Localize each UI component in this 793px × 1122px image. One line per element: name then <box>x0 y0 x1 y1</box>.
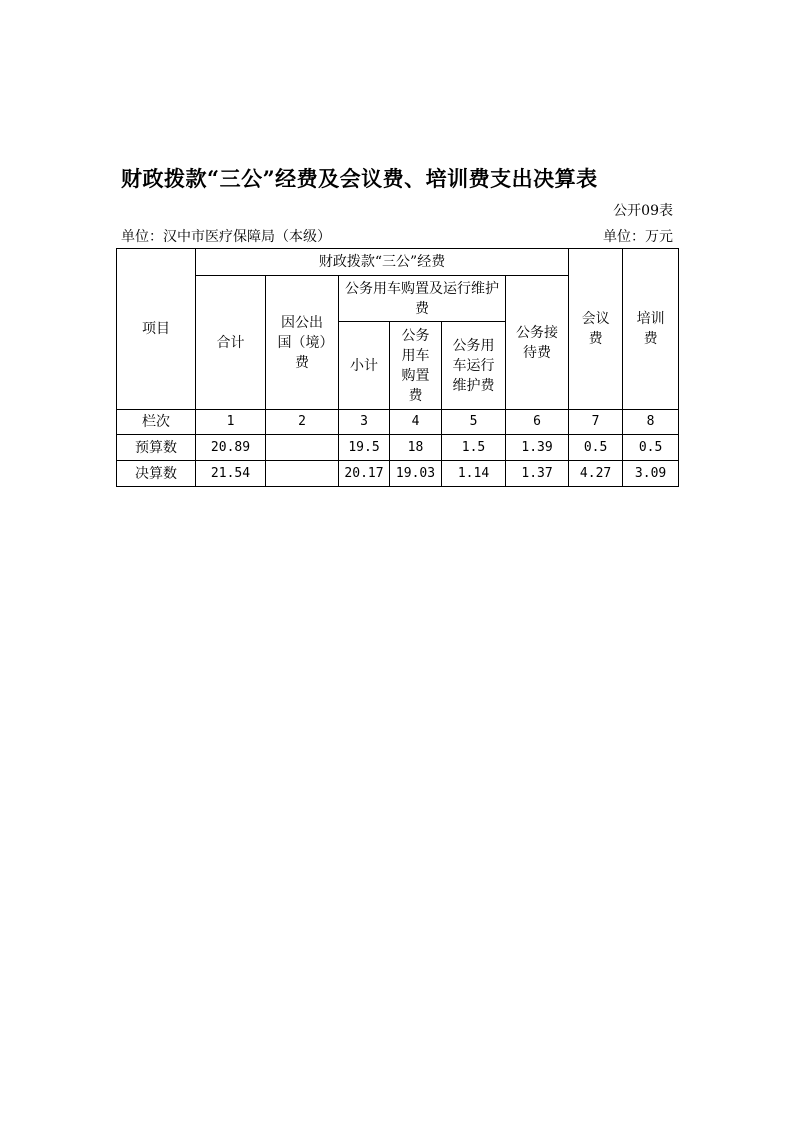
header-training <box>623 249 679 410</box>
table-cell: 7 <box>569 410 623 435</box>
header-abroad-text: 因公出国（境）费 <box>277 314 327 371</box>
header-vehicle-purchase-text: 公务用车购置费 <box>401 327 430 404</box>
header-three-public: 财政拨款“三公”经费 <box>196 249 569 276</box>
header-item: 项目 <box>117 249 196 410</box>
expenditure-table <box>116 248 679 487</box>
table-cell: 8 <box>623 410 679 435</box>
table-cell: 19.03 <box>390 461 442 487</box>
table-cell: 0.5 <box>623 435 679 461</box>
table-cell: 1.39 <box>506 435 569 461</box>
table-cell: 18 <box>390 435 442 461</box>
table-cell: 1.14 <box>442 461 506 487</box>
table-cell: 4 <box>390 410 442 435</box>
table-cell <box>266 461 339 487</box>
header-vehicle-operation <box>442 322 506 410</box>
table-row <box>117 435 679 461</box>
header-subtotal: 小计 <box>339 322 390 410</box>
header-training-text: 培训费 <box>636 311 665 347</box>
unit-organization: 单位：汉中市医疗保障局（本级） <box>121 229 331 245</box>
table-cell: 6 <box>506 410 569 435</box>
header-vehicle-group: 公务用车购置及运行维护费 <box>339 276 506 322</box>
table-cell: 2 <box>266 410 339 435</box>
table-cell <box>266 435 339 461</box>
form-code: 公开09表 <box>613 203 673 219</box>
header-abroad <box>266 276 339 410</box>
header-vehicle-operation-text: 公务用车运行维护费 <box>452 337 495 394</box>
header-vehicle-purchase <box>390 322 442 410</box>
header-reception-text: 公务接待费 <box>516 324 559 361</box>
table-cell: 19.5 <box>339 435 390 461</box>
header-total: 合计 <box>196 276 266 410</box>
table-cell: 3 <box>339 410 390 435</box>
page-title: 财政拨款“三公”经费及会议费、培训费支出决算表 <box>121 166 598 191</box>
table-cell: 21.54 <box>196 461 266 487</box>
header-reception <box>506 276 569 410</box>
table-cell: 1 <box>196 410 266 435</box>
table-cell: 0.5 <box>569 435 623 461</box>
header-meeting-text: 会议费 <box>581 311 610 347</box>
unit-currency: 单位：万元 <box>603 229 673 245</box>
row-label: 栏次 <box>117 410 196 435</box>
table-cell: 4.27 <box>569 461 623 487</box>
table-cell: 5 <box>442 410 506 435</box>
table-cell: 20.89 <box>196 435 266 461</box>
table-row <box>117 410 679 435</box>
row-label: 预算数 <box>117 435 196 461</box>
table-cell: 3.09 <box>623 461 679 487</box>
row-label: 决算数 <box>117 461 196 487</box>
table-cell: 1.5 <box>442 435 506 461</box>
header-meeting <box>569 249 623 410</box>
table-row <box>117 461 679 487</box>
table-cell: 1.37 <box>506 461 569 487</box>
table-cell: 20.17 <box>339 461 390 487</box>
